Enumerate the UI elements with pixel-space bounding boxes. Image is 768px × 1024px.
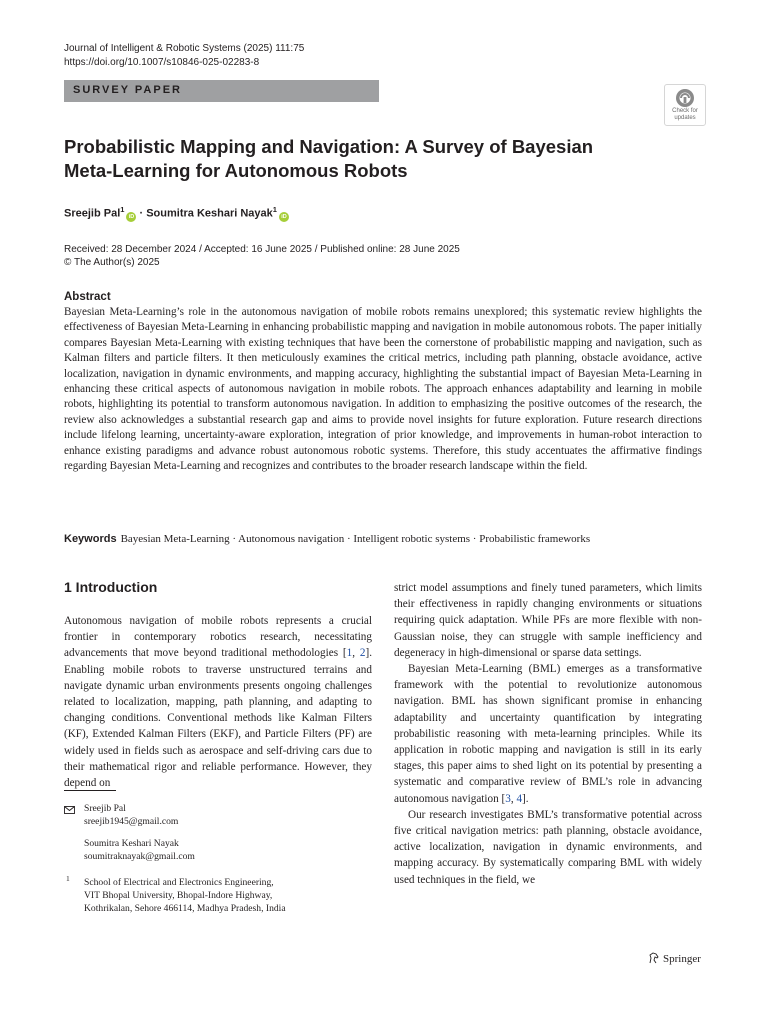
author-affil-marker: 1 [272, 205, 277, 214]
footnote-author-name: Sreejib Pal [84, 803, 126, 814]
paragraph [64, 613, 372, 791]
author-affil-marker: 1 [120, 205, 125, 214]
affiliation-number: 1 [66, 874, 70, 883]
citation-link[interactable]: 3 [505, 792, 511, 805]
second-author-contact [84, 837, 195, 863]
springer-horse-icon [648, 952, 660, 964]
affiliation-line: School of Electrical and Electronics Engineering, [84, 877, 274, 888]
check-label-2: updates [674, 114, 696, 121]
paragraph-text: ]. [522, 792, 529, 805]
citation-separator: , [352, 647, 360, 660]
paper-type-banner [64, 80, 379, 102]
author-separator: · [136, 207, 147, 220]
envelope-icon [64, 806, 75, 814]
paragraph-text: ]. Enabling mobile robots to traverse unstructured terrains and navigate dynamic urban environments presents ongoing challenges related to localization, mapping, path planning, and adapting to changing conditions. Conventional methods like Kalman Filters (KF), Extended Kalman Filters (EKF), and Particle Filters (PF) are widely used in fields such as aerospace and self-driving cars due to their mathematical rigor and reliable performance. However, they depend on [64, 647, 373, 790]
check-label-1: Check for [672, 108, 698, 114]
publisher-logo [648, 952, 701, 965]
paper-title: Probabilistic Mapping and Navigation: A Survey of Bayesian Meta-Learning for Autonomous Robots [64, 136, 594, 181]
citation-separator: , [510, 792, 517, 805]
publisher-name: Springer [663, 953, 701, 965]
affiliation [84, 876, 286, 915]
citation-link[interactable]: 2 [359, 647, 366, 660]
paragraph [394, 661, 702, 807]
paragraph: strict model assumptions and finely tuned parameters, which limits their effectiveness in rapidly changing environments or situations requiring quick adaptation. While PFs are more flexible with non-Gaussian noise, they can struggle with sample inefficiency and degeneracy in high-dimensional or sparse data settings. [394, 582, 702, 659]
journal-citation: Journal of Intelligent & Robotic Systems (2025) 111:75 [64, 43, 305, 54]
paragraph-text: Autonomous navigation of mobile robots represents a crucial frontier in contemporary robotics research, necessitating advancements that move beyond traditional methodologies [ [64, 615, 372, 660]
journal-header [64, 42, 304, 70]
history-dates: Received: 28 December 2024 / Accepted: 16 June 2025 / Published online: 28 June 2025 [64, 244, 460, 255]
keywords-list: Bayesian Meta-Learning · Autonomous navigation · Intelligent robotic systems · Probabilistic frameworks [120, 533, 591, 545]
paragraph: Our research investigates BML’s transformative potential across five critical navigation metrics: path planning, obstacle avoidance, active localization, navigation in dynamic environments, and mapping accuracy. By systematically comparing BML with widely used techniques in the field, we [394, 808, 702, 886]
citation-link[interactable]: 4 [516, 792, 523, 805]
check-for-updates-badge[interactable] [664, 84, 706, 126]
copyright-line: © The Author(s) 2025 [64, 257, 160, 268]
section-heading: 1 Introduction [64, 579, 158, 595]
orcid-icon[interactable]: iD [126, 212, 136, 222]
author-name: Sreejib Pal [64, 207, 121, 220]
corresponding-author [84, 802, 178, 828]
footnote-email[interactable]: soumitraknayak@gmail.com [84, 851, 195, 862]
keywords [64, 533, 714, 545]
paragraph-text: Bayesian Meta-Learning (BML) emerges as a transformative framework with the potential to revolutionize autonomous navigation. BML has shown significant promise in enhancing adaptability and uncertainty quantification by integrating probabilistic reasoning with meta-learning principles. While its application in robotic mapping and navigation is still in its early stages, this paper aims to shed light on its potential by presenting a systematic and comparative review of BML’s role in advancing autonomous navigation [ [394, 663, 702, 805]
body-column-right [394, 580, 702, 888]
footnote-author-name: Soumitra Keshari Nayak [84, 838, 179, 849]
author-list [64, 205, 289, 222]
affiliation-line: Kothrikalan, Sehore 466114, Madhya Pradesh, India [84, 903, 286, 914]
keywords-label: Keywords [64, 533, 117, 545]
orcid-icon[interactable]: iD [279, 212, 289, 222]
paper-type-label: SURVEY PAPER [73, 84, 182, 96]
author-name: Soumitra Keshari Nayak [146, 207, 273, 220]
doi-link[interactable]: https://doi.org/10.1007/s10846-025-02283-8 [64, 57, 260, 68]
check-updates-icon [675, 88, 695, 108]
affiliation-line: VIT Bhopal University, Bhopal-Indore Highway, [84, 890, 273, 901]
footnote-email[interactable]: sreejib1945@gmail.com [84, 816, 179, 827]
footnote-divider [64, 790, 116, 791]
abstract-heading: Abstract [64, 291, 111, 303]
citation-link[interactable]: 1 [346, 647, 353, 660]
publication-dates [64, 243, 460, 269]
body-column-left [64, 613, 372, 791]
abstract-text: Bayesian Meta-Learning’s role in the autonomous navigation of mobile robots remains unexplored; this systematic review highlights the effectiveness of Bayesian Meta-Learning in enhancing probabilistic mapping and navigation in mobile autonomous robots. The paper initially compares Bayesian Meta-Learning with existing techniques that have been the cornerstone of probabilistic mapping and navigation, such as Kalman filters and particle filters. It then meticulously examines the critical metrics, including path planning, obstacle avoidance, active localization, navigation in dynamic environments, and mapping accuracy, highlighting the substantial impact of Bayesian Meta-Learning in enhancing these critical aspects of autonomous navigation in mobile robots. The approach enhances adaptability and learning in mobile robots, highlighting its potential to transform autonomous navigation. In addition to emphasizing the positive outcomes of the research, the review also acknowledges a substantial research gap and aims to provide novel insights for future exploration. Future research directions include lifelong learning, uncertainty-aware exploration, integration of prior knowledge, and improvements in human-robot interaction to enhance existing paradigms and advance robust autonomous robotic systems. Therefore, this study accentuates the affirmative findings regarding Bayesian Meta-Learning and recognizes and contributes to the broader research landscape within the field. [64, 306, 702, 473]
